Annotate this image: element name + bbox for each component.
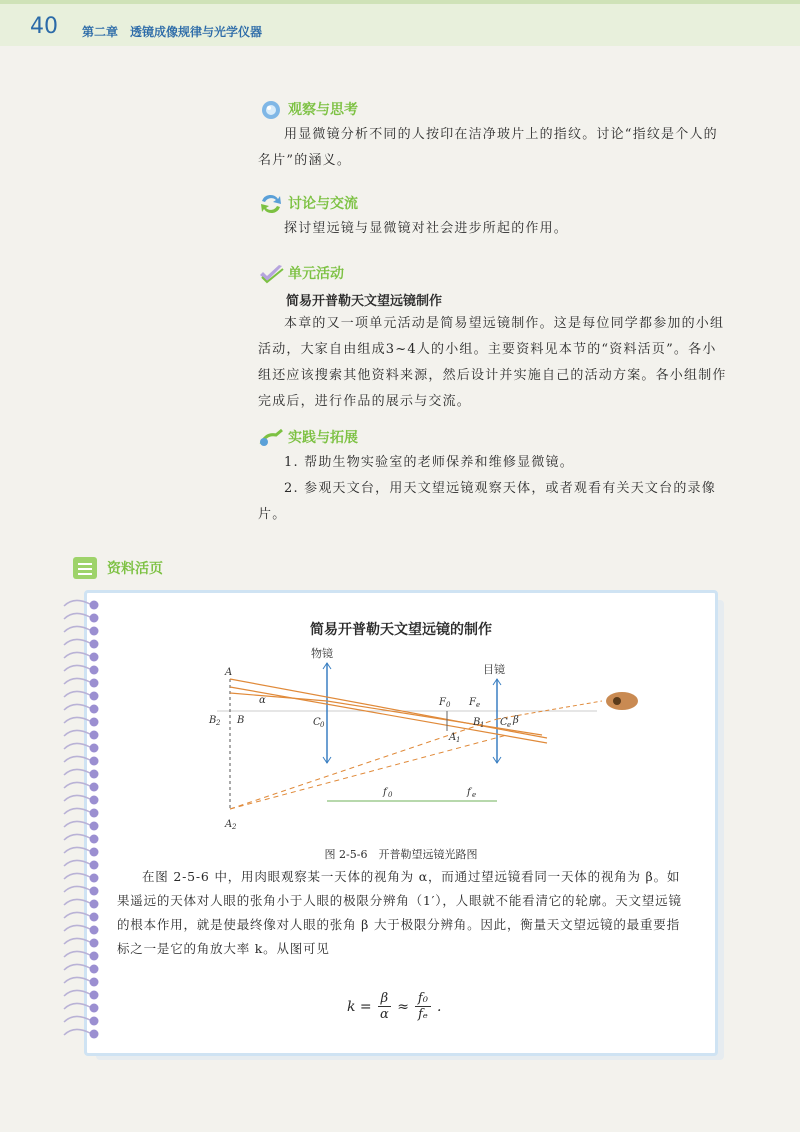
figure-caption: 图 2-5-6 开普勒望远镜光路图 [324, 848, 478, 861]
binding-ring [60, 624, 100, 637]
binding-ring [60, 1027, 100, 1040]
binding-ring [60, 806, 100, 819]
discuss-title: 讨论与交流 [288, 196, 358, 212]
magnification-formula [347, 991, 441, 1022]
label-B: B [237, 715, 245, 726]
binding-ring [60, 728, 100, 741]
discuss-text: 探讨望远镜与显微镜对社会进步所起的作用。 [284, 221, 569, 236]
ray-2 [230, 687, 547, 743]
binding-ring [60, 741, 100, 754]
binding-ring [60, 650, 100, 663]
binding-ring [60, 1014, 100, 1027]
binding-ring [60, 884, 100, 897]
discuss-section [258, 192, 728, 242]
label-alpha: α [259, 695, 266, 706]
label-A2: A [225, 819, 233, 830]
binding-ring [60, 689, 100, 702]
resource-card [84, 590, 718, 1056]
observe-section [258, 98, 728, 174]
ray-4 [327, 701, 542, 735]
telescope-ray-diagram [87, 643, 715, 843]
binding-ring [60, 819, 100, 832]
binding-ring [60, 637, 100, 650]
binding-ring [60, 611, 100, 624]
page-number: 40 [30, 14, 58, 39]
magnifier-icon [258, 99, 284, 121]
binding-ring [60, 845, 100, 858]
eye-icon [606, 692, 638, 710]
ray-1 [230, 679, 547, 738]
unit-title: 单元活动 [288, 266, 344, 282]
binding-ring [60, 715, 100, 728]
header-accent-bar [0, 0, 800, 4]
label-A: A [225, 667, 233, 678]
practice-item: 2. 参观天文台，用天文望远镜观察天体，或者观看有关天文台的录像片。 [258, 481, 716, 522]
unit-subtitle: 简易开普勒天文望远镜制作 [286, 294, 443, 309]
formula-lhs: k = [347, 998, 372, 1015]
binding-ring [60, 793, 100, 806]
binding-ring [60, 936, 100, 949]
label-F0: F [439, 697, 446, 708]
label-Ce: C [500, 717, 508, 728]
binding-ring [60, 897, 100, 910]
denominator-fe: fₑ [418, 1007, 428, 1022]
binding-ring [60, 832, 100, 845]
wrench-icon [258, 427, 284, 449]
binding-ring [60, 949, 100, 962]
practice-item: 1. 帮助生物实验室的老师保养和维修显微镜。 [284, 455, 574, 470]
binding-ring [60, 988, 100, 1001]
objective-label: 物镜 [311, 647, 333, 660]
unit-text: 本章的又一项单元活动是简易望远镜制作。这是每位同学都参加的小组活动，大家自由组成3~4人的小组。主要资料见本节的“资料活页”。各小组还应该搜索其他资料来源，然后设计并实施自己的活动方案。各小组制作完成后，进行作品的展示与交流。 [258, 316, 727, 409]
approx-sign: ≈ [397, 998, 409, 1015]
label-C0: C [313, 717, 321, 728]
binding-ring [60, 962, 100, 975]
practice-title: 实践与拓展 [288, 430, 358, 446]
label-B1: B [473, 717, 481, 728]
virtual-ray-1 [230, 719, 497, 809]
binding-ring [60, 858, 100, 871]
numerator-beta: β [378, 991, 392, 1007]
binding-ring [60, 663, 100, 676]
virtual-ray-2 [230, 735, 507, 809]
binding-ring [60, 598, 100, 611]
label-C0-sub: 0 [320, 721, 325, 729]
binding-ring [60, 923, 100, 936]
resource-title: 资料活页 [107, 561, 163, 577]
observe-heading [258, 98, 728, 122]
fraction-beta-alpha [378, 991, 392, 1022]
label-Fe: F [469, 697, 476, 708]
notebook-icon [73, 557, 97, 579]
label-fe-sub: e [472, 791, 477, 799]
fraction-f0-fe [415, 991, 431, 1022]
checkmark-icon [258, 263, 284, 285]
label-A1-sub: 1 [456, 736, 461, 744]
chapter-title: 第二章 透镜成像规律与光学仪器 [82, 25, 263, 39]
unit-heading [258, 262, 728, 286]
label-Ce-sub: e [507, 721, 512, 729]
binding-ring [60, 754, 100, 767]
card-paragraph: 在图 2-5-6 中，用肉眼观察某一天体的视角为 α，而通过望远镜看同一天体的视角为 β。如果遥远的天体对人眼的张角小于人眼的极限分辨角（1′），人眼就不能看清它的轮廓。天文望远镜的根本作用，就是使最终像对人眼的张角 β 大于极限分辨角。因此，衡量天文望远镜的最重要指标之一是它的角放大率 k。从图可见 [117, 869, 682, 956]
label-fe: f [467, 787, 471, 798]
binding-ring [60, 767, 100, 780]
label-B2-sub: 2 [216, 719, 221, 727]
denominator-alpha: α [380, 1007, 389, 1022]
binding-ring [60, 676, 100, 689]
resource-heading [73, 557, 163, 579]
discuss-heading [258, 192, 728, 216]
exchange-arrows-icon [258, 193, 284, 215]
label-Fe-sub: e [476, 701, 481, 709]
binding-ring [60, 1001, 100, 1014]
binding-ring [60, 975, 100, 988]
binding-ring [60, 702, 100, 715]
label-B2: B [209, 715, 217, 726]
label-A1: A [449, 732, 457, 743]
unit-section [258, 262, 728, 415]
binding-ring [60, 780, 100, 793]
card-text [117, 865, 687, 961]
label-B1-sub: 1 [480, 721, 485, 729]
eye-pupil [613, 697, 621, 705]
binding-ring [60, 871, 100, 884]
observe-text: 用显微镜分析不同的人按印在洁净玻片上的指纹。讨论“指纹是个人的名片”的涵义。 [258, 127, 718, 168]
spiral-binding [60, 598, 110, 1046]
eyepiece-label: 目镜 [483, 663, 505, 676]
label-f0: f [383, 787, 387, 798]
label-f0-sub: 0 [388, 791, 393, 799]
practice-heading [258, 426, 728, 450]
card-title: 简易开普勒天文望远镜的制作 [310, 622, 492, 638]
label-F0-sub: 0 [446, 701, 451, 709]
label-beta: β [513, 715, 519, 726]
practice-section [258, 426, 728, 528]
binding-ring [60, 910, 100, 923]
observe-title: 观察与思考 [288, 102, 358, 118]
numerator-f0: f₀ [415, 991, 431, 1007]
formula-end: . [436, 998, 442, 1015]
page-header [0, 0, 800, 46]
label-A2-sub: 2 [232, 823, 237, 831]
